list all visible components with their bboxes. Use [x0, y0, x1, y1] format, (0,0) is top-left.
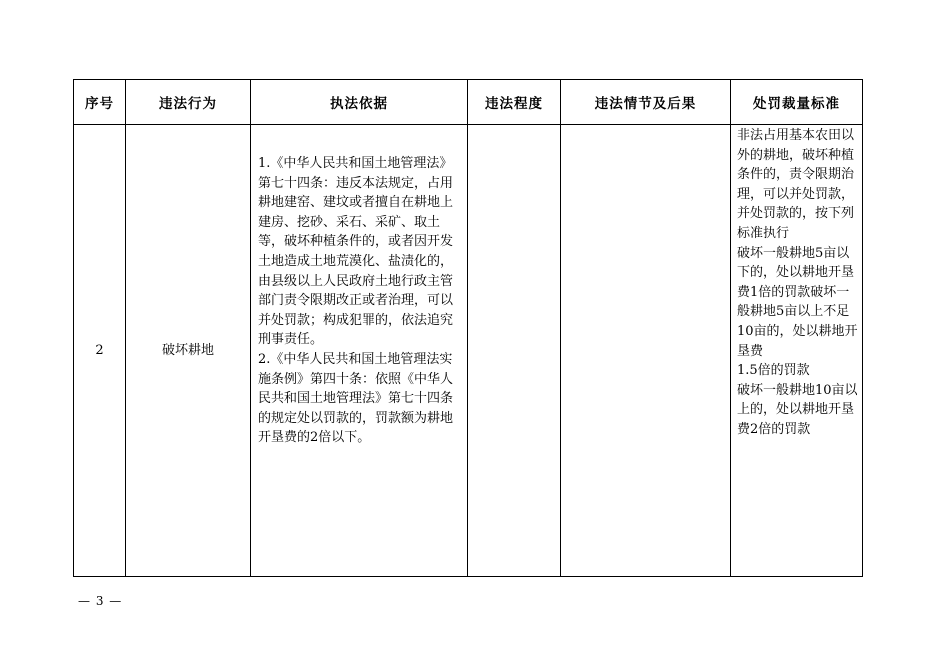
header-violation: 违法行为: [126, 80, 251, 125]
cell-number: 2: [74, 125, 126, 577]
header-penalty-standard: 处罚裁量标准: [731, 80, 863, 125]
cell-circumstances: [561, 125, 731, 577]
penalty-line-1: 非法占用基本农田以外的耕地，破坏种植条件的，责令限期治理，可以并处罚款，并处罚款的，按下列标准执行: [737, 128, 855, 241]
penalty-line-3: 1.5倍的罚款: [737, 363, 810, 379]
table-row: [74, 125, 863, 577]
page-number: — 3 —: [78, 594, 123, 608]
legal-basis-clause-2: 2.《中华人民共和国土地管理法实施条例》第四十条：依照《中华人民共和国土地管理法》第七十四条的规定处以罚款的，罚款额为耕地开垦费的2倍以下。: [258, 351, 454, 446]
header-violation-degree: 违法程度: [468, 80, 561, 125]
header-legal-basis: 执法依据: [251, 80, 468, 125]
header-number: 序号: [74, 80, 126, 125]
table-header-row: [74, 80, 863, 125]
cell-violation-degree: [468, 125, 561, 577]
legal-basis-clause-1: 1.《中华人民共和国土地管理法》第七十四条：违反本法规定，占用耕地建窑、建坟或者擅自在耕地上建房、挖砂、采石、采矿、取土等，破坏种植条件的，或者因开发土地造成土地荒漠化、盐渍化的，由县级以上人民政府土地行政主管部门责令限期改正或者治理，可以并处罚款；构成犯罪的，依法追究刑事责任。: [258, 156, 454, 348]
cell-violation: 破坏耕地: [126, 125, 251, 577]
penalty-line-4: 破坏一般耕地10亩以上的，处以耕地开垦费2倍的罚款: [737, 382, 858, 437]
cell-penalty-standard: [731, 125, 863, 577]
header-circumstances: 违法情节及后果: [561, 80, 731, 125]
cell-legal-basis: [251, 125, 468, 577]
penalty-standard-table: [73, 79, 863, 577]
penalty-line-2: 破坏一般耕地5亩以下的，处以耕地开垦费1倍的罚款破坏一般耕地5亩以上不足10亩的，处以耕地开垦费: [737, 245, 858, 359]
